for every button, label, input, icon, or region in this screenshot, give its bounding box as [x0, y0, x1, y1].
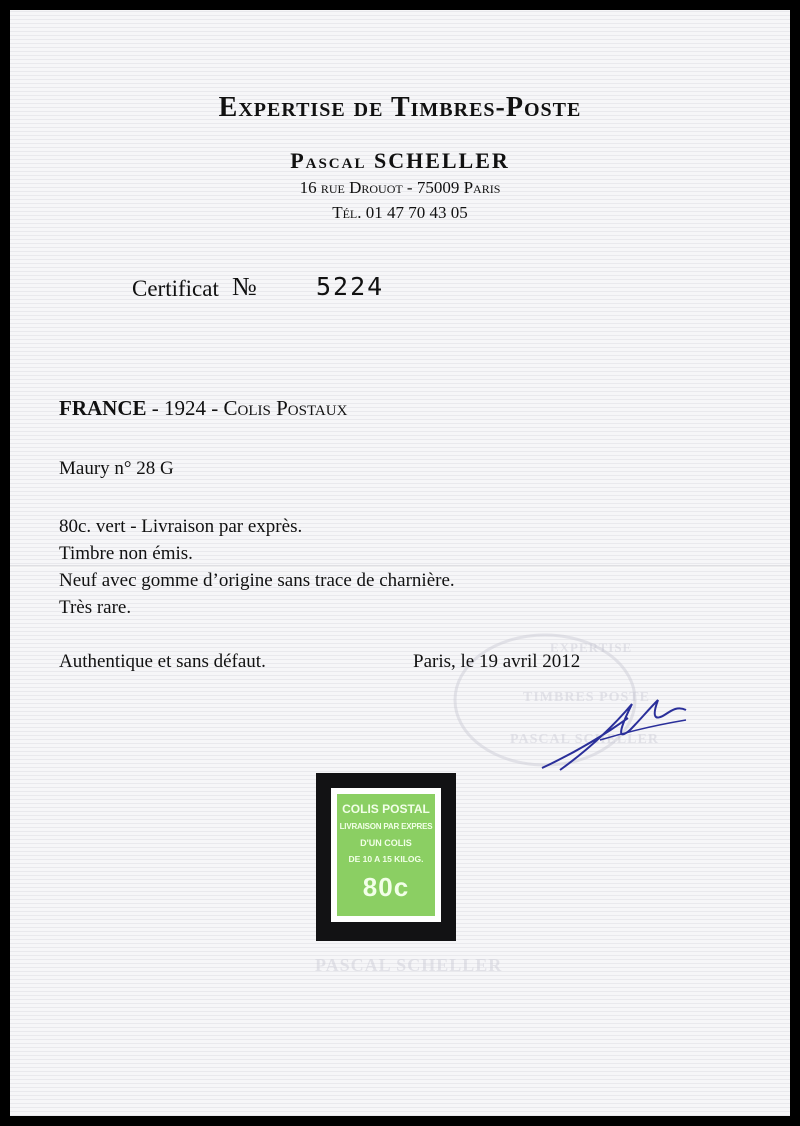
expert-phone: Tél. 01 47 70 43 05	[332, 203, 468, 222]
place-date: Paris, le 19 avril 2012	[413, 651, 581, 672]
country-name: FRANCE	[59, 396, 147, 420]
expert-name: Pascal SCHELLER	[290, 148, 510, 173]
bottom-seal-watermark: PASCAL SCHELLER	[315, 955, 503, 975]
stamp-heading	[59, 396, 347, 421]
stamp-line: DE 10 A 15 KILOG.	[348, 854, 424, 864]
stamp-value: 80c	[362, 872, 410, 902]
signature	[540, 690, 690, 780]
description-line: Timbre non émis.	[59, 543, 193, 564]
stamp-face	[337, 794, 435, 916]
certificate-title: Expertise de Timbres-Poste	[218, 92, 582, 123]
certificate-page	[10, 10, 790, 1116]
heading-year: - 1924 -	[146, 396, 224, 420]
catalog-reference: Maury n° 28 G	[59, 458, 174, 479]
seal-watermark-bottom: PASCAL SCHELLER	[510, 732, 659, 747]
description-line: 80c. vert - Livraison par exprès.	[59, 516, 303, 537]
expert-address: 16 rue Drouot - 75009 Paris	[299, 178, 501, 197]
description-line: Très rare.	[59, 597, 132, 618]
seal-watermark-top: EXPERTISE	[550, 640, 633, 655]
fold-line	[10, 565, 790, 568]
number-symbol: №	[232, 272, 257, 301]
stamp-line: D'UN COLIS	[360, 838, 412, 848]
verdict: Authentique et sans défaut.	[59, 651, 266, 672]
stamp-line: LIVRAISON PAR EXPRES	[339, 822, 433, 831]
issue-name: Colis Postaux	[223, 396, 348, 420]
description-line: Neuf avec gomme d’origine sans trace de charnière.	[59, 570, 455, 591]
seal-watermark-middle: TIMBRES POSTE	[523, 690, 650, 705]
stamp-photo-frame	[316, 773, 456, 941]
stamp-line: COLIS POSTAL	[342, 802, 430, 816]
certificate-number: 5224	[316, 272, 385, 301]
certificate-label: Certificat	[132, 276, 219, 301]
stamp-image	[331, 788, 441, 922]
